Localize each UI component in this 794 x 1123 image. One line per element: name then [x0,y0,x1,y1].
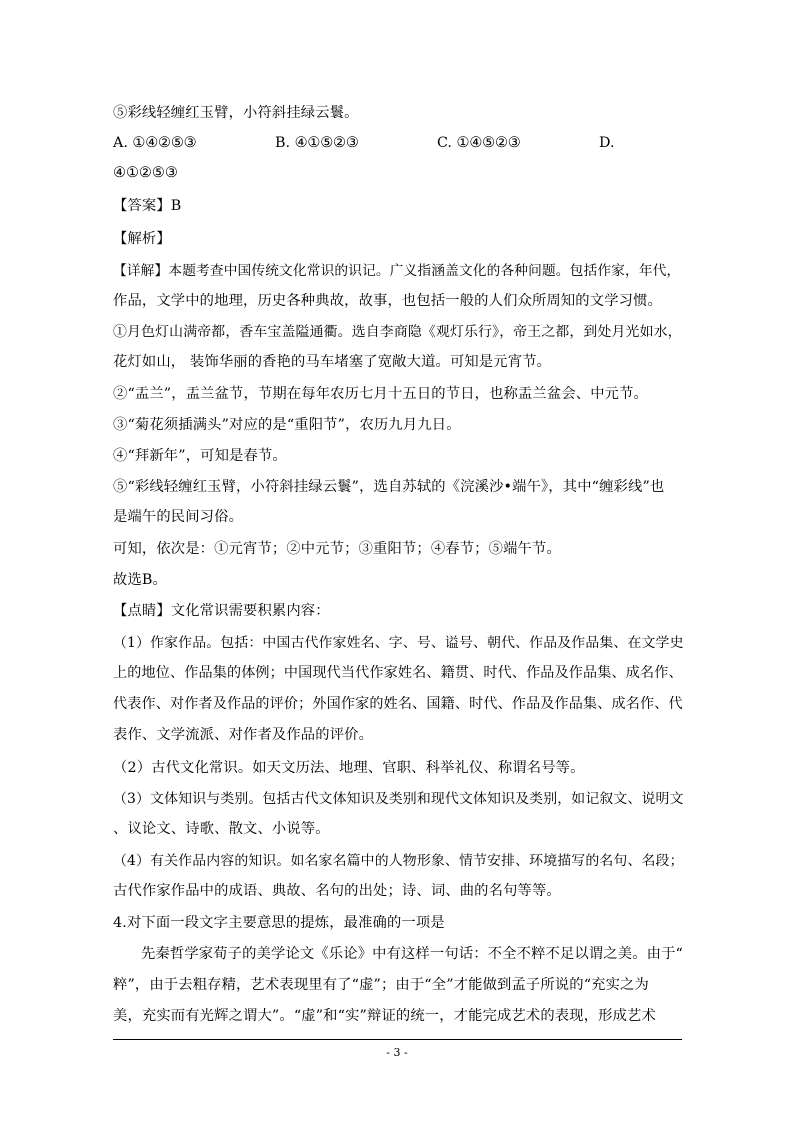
detail-paragraph-line: 【详解】本题考查中国传统文化常识的识记。广义指涵盖文化的各种问题。包括作家，年代， [113,263,681,279]
tips-paragraph-line: 上的地位、作品集的体例；中国现代当代作家姓名、籍贯、时代、作品及作品集、成名作、 [113,665,683,681]
tips-paragraph-line: 古代作家作品中的成语、典故、名句的出处；诗、词、曲的名句等等。 [113,883,561,899]
tips-heading: 【点睛】文化常识需要积累内容： [113,603,330,619]
detail-paragraph-line: 故选B。 [113,572,167,588]
option-d: D. [599,135,615,151]
option-d-value: ④①②⑤③ [113,165,178,181]
detail-paragraph-line: ⑤“彩线轻缠红玉臂，小符斜挂绿云鬟”，选自苏轼的《浣溪沙•端午》，其中“缠彩线”也 [113,479,665,495]
tips-paragraph-line: （3）文体知识与类别。包括古代文体知识及类别和现代文体知识及类别，如记叙文、说明文 [113,791,684,807]
detail-paragraph-line: ①月色灯山满帝都，香车宝盖隘通衢。选自李商隐《观灯乐行》，帝王之都，到处月光如水， [113,324,682,340]
analysis-heading: 【解析】 [113,231,171,247]
passage-line: 先秦哲学家荀子的美学论文《乐论》中有这样一句话：不全不粹不足以谓之美。由于“ [141,946,683,962]
detail-paragraph-line: 作品，文学中的地理，历史各种典故，故事，也包括一般的人们众所周知的文学习惯。 [113,293,662,309]
question-line-poem-5: ⑤彩线轻缠红玉臂，小符斜挂绿云鬟。 [113,105,359,121]
page-number: - 3 - [386,1046,408,1059]
tips-paragraph-line: 表作、文学流派、对作者及作品的评价。 [113,727,374,743]
option-c: C. ①④⑤②③ [437,135,521,151]
detail-paragraph-line: ④“拜新年”，可知是春节。 [113,448,287,464]
answer-line: 【答案】B [113,198,182,214]
detail-paragraph-line: 可知，依次是：①元宵节；②中元节；③重阳节；④春节；⑤端午节。 [113,541,561,557]
question-4-stem: 4.对下面一段文字主要意思的提炼，最准确的一项是 [113,915,445,931]
footer-divider [113,1039,682,1040]
detail-paragraph-line: 是端午的民间习俗。 [113,509,244,525]
tips-paragraph-line: （2）古代文化常识。如天文历法、地理、官职、科举礼仪、称谓名号等。 [113,760,585,776]
tips-paragraph-line: （1）作家作品。包括：中国古代作家姓名、字、号、谥号、朝代、作品及作品集、在文学史 [113,635,684,651]
passage-line: 粹”，由于去粗存精，艺术表现里有了“虚”；由于“全”才能做到孟子所说的“充实之为 [113,977,649,993]
tips-paragraph-line: 、议论文、诗歌、散文、小说等。 [113,821,330,837]
tips-paragraph-line: 代表作、对作者及作品的评价；外国作家的姓名、国籍、时代、作品及作品集、成名作、代 [113,696,683,712]
tips-paragraph-line: （4）有关作品内容的知识。如名家名篇中的人物形象、情节安排、环境描写的名句、名段； [113,853,684,869]
detail-paragraph-line: ③“菊花须插满头”对应的是“重阳节”，农历九月九日。 [113,417,461,433]
option-a: A. ①④②⑤③ [113,135,197,151]
detail-paragraph-line: 花灯如山， 装饰华丽的香艳的马车堵塞了宽敞大道。可知是元宵节。 [113,354,552,370]
option-b: B. ④①⑤②③ [275,135,359,151]
detail-paragraph-line: ②“盂兰”，盂兰盆节，节期在每年农历七月十五日的节日，也称盂兰盆会、中元节。 [113,386,649,402]
passage-line: 美，充实而有光辉之谓大”。“虚”和“实”辩证的统一，才能完成艺术的表现，形成艺术 [113,1008,656,1024]
